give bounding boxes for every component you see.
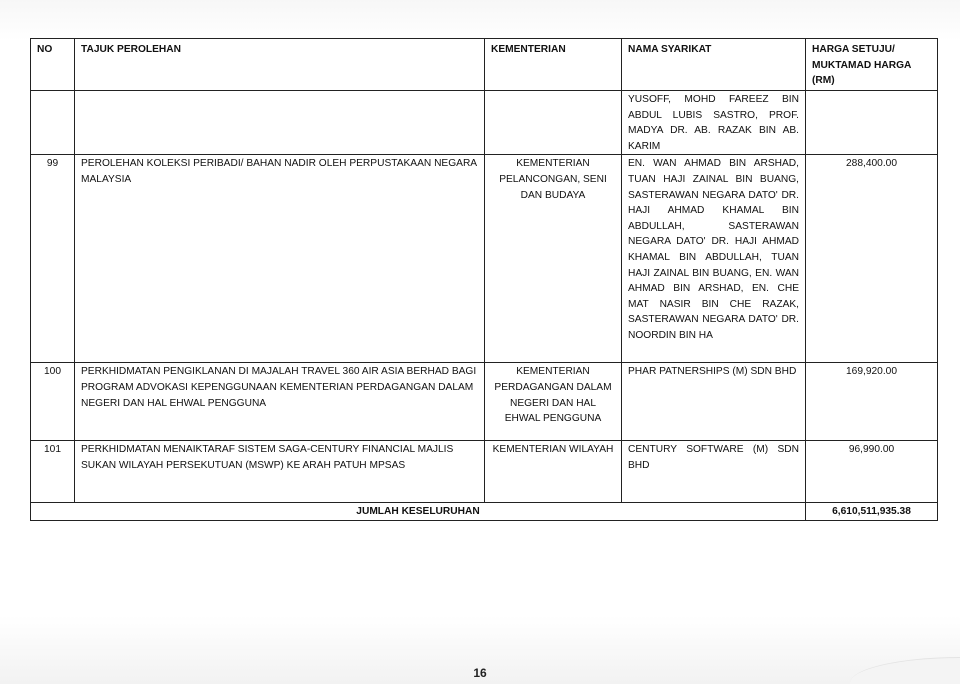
header-harga-line3: (RM): [812, 75, 835, 87]
total-value: 6,610,511,935.38: [806, 503, 938, 521]
header-harga-line2: MUKTAMAD HARGA: [812, 59, 912, 71]
cell-syarikat: CENTURY SOFTWARE (M) SDN BHD: [622, 441, 806, 503]
header-tajuk: TAJUK PEROLEHAN: [75, 39, 485, 91]
cell-kementerian: KEMENTERIAN PERDAGANGAN DALAM NEGERI DAN HAL EHWAL PENGGUNA: [485, 363, 622, 441]
header-harga: [806, 39, 938, 91]
header-syarikat: NAMA SYARIKAT: [622, 39, 806, 91]
cell-no: 100: [31, 363, 75, 441]
cell-tajuk: PERKHIDMATAN PENGIKLANAN DI MAJALAH TRAVEL 360 AIR ASIA BERHAD BAGI PROGRAM ADVOKASI KEPENGGUNAAN KEMENTERIAN PERDAGANGAN DALAM NEGERI DAN HAL EHWAL PENGGUNA: [75, 363, 485, 441]
cell-syarikat: EN. WAN AHMAD BIN ARSHAD, TUAN HAJI ZAINAL BIN BUANG, SASTERAWAN NEGARA DATO' DR. HAJI AHMAD KHAMAL BIN ABDULLAH, SASTERAWAN NEGARA DATO' DR. HAJI AHMAD KHAMAL BIN ABDULLAH, TUAN HAJI ZAINAL BIN BUANG, EN. WAN AHMAD BIN ARSHAD, EN. CHE MAT NASIR BIN CHE RAZAK, SASTERAWAN NEGARA DATO' DR. NOORDIN BIN HA: [622, 155, 806, 363]
header-row: [31, 39, 938, 91]
cell-kementerian: KEMENTERIAN PELANCONGAN, SENI DAN BUDAYA: [485, 155, 622, 363]
cell-no: 99: [31, 155, 75, 363]
total-row: [31, 503, 938, 521]
cell-kementerian: KEMENTERIAN WILAYAH: [485, 441, 622, 503]
table-row: [31, 441, 938, 503]
table-row: [31, 155, 938, 363]
cell-harga: [806, 91, 938, 155]
cell-syarikat: PHAR PATNERSHIPS (M) SDN BHD: [622, 363, 806, 441]
cell-tajuk: [75, 91, 485, 155]
cell-tajuk: PERKHIDMATAN MENAIKTARAF SISTEM SAGA-CENTURY FINANCIAL MAJLIS SUKAN WILAYAH PERSEKUTUAN (MSWP) KE ARAH PATUH MPSAS: [75, 441, 485, 503]
cell-harga: 96,990.00: [806, 441, 938, 503]
header-kementerian: KEMENTERIAN: [485, 39, 622, 91]
cell-harga: 169,920.00: [806, 363, 938, 441]
procurement-table: [30, 38, 938, 521]
cell-no: 101: [31, 441, 75, 503]
table-row-continuation: [31, 91, 938, 155]
cell-tajuk: PEROLEHAN KOLEKSI PERIBADI/ BAHAN NADIR OLEH PERPUSTAKAAN NEGARA MALAYSIA: [75, 155, 485, 363]
cell-harga: 288,400.00: [806, 155, 938, 363]
cell-kementerian: [485, 91, 622, 155]
header-no: NO: [31, 39, 75, 91]
page-number: 16: [473, 666, 487, 680]
cell-syarikat: YUSOFF, MOHD FAREEZ BIN ABDUL LUBIS SASTRO, PROF. MADYA DR. AB. RAZAK BIN AB. KARIM: [622, 91, 806, 155]
total-label: JUMLAH KESELURUHAN: [31, 503, 806, 521]
table-row: [31, 363, 938, 441]
header-harga-line1: HARGA SETUJU/: [812, 44, 895, 55]
cell-no: [31, 91, 75, 155]
